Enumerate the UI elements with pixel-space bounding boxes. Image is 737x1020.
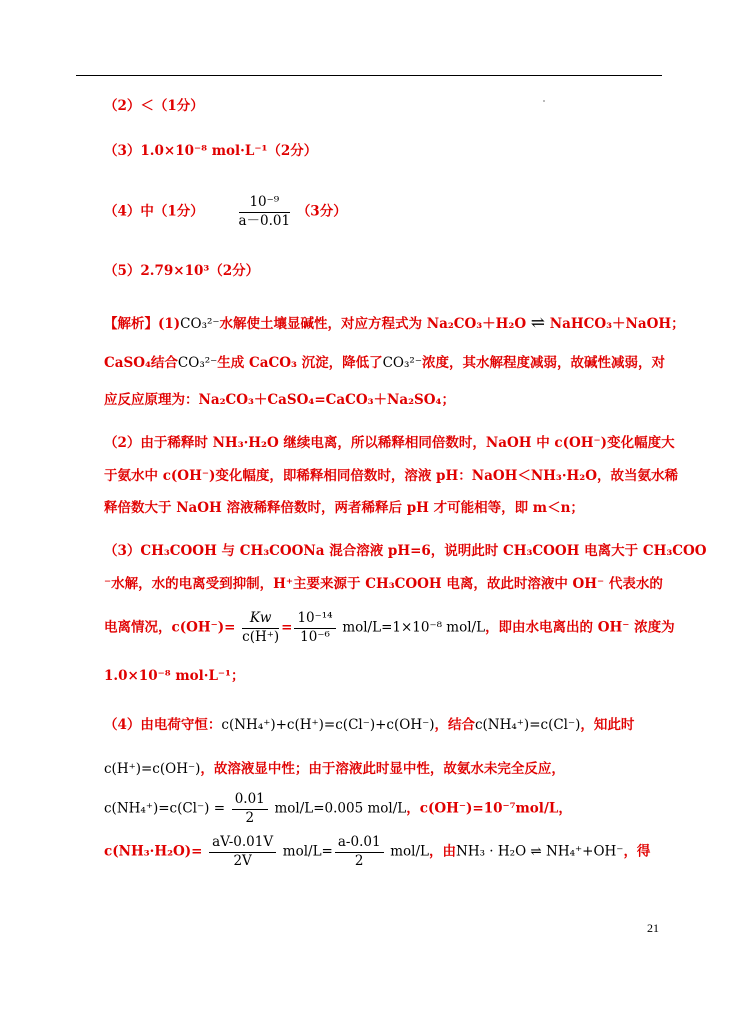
analysis-p2-l3: 释倍数大于 NaOH 溶液稀释倍数时，两者稀释后 pH 才可能相等，即 m＜n； [104, 500, 584, 516]
analysis-p3-l2: ⁻水解，水的电离受到抑制，H⁺主要来源于 CH₃COOH 电离，故此时溶液中 OH⁻ 代表水的 [104, 576, 663, 592]
speck [543, 100, 545, 102]
answer-2: （2）＜（1分） [104, 98, 204, 114]
analysis-p3-l1: （3）CH₃COOH 与 CH₃COONa 混合溶液 pH=6，说明此时 CH₃COOH 电离大于 CH₃COO [104, 543, 707, 559]
analysis-p2-l2: 于氨水中 c(OH⁻)变化幅度，即稀释相同倍数时，溶液 pH：NaOH＜NH₃·H₂O，故当氨水稀 [104, 468, 678, 484]
analysis-p3-l4: 1.0×10⁻⁸ mol·L⁻¹； [104, 668, 245, 684]
analysis-p1-l3: 应反应原理为：Na₂CO₃＋CaSO₄=CaCO₃＋Na₂SO₄； [104, 392, 455, 408]
analysis-p3-l3: 电离情况，c(OH⁻)= $\frac{Kw}{c(H^+)}$ = $\frac{\text{10⁻¹⁴}}{\text{10⁻⁶}}$ mol/L=1×10⁻⁸ mol/L，即由水电离出的 OH⁻ 浓度为 [104, 610, 675, 645]
page-number: 21 [647, 921, 659, 935]
analysis-p4-l3: c(NH₄⁺)=c(Cl⁻) = $\frac{0.01}{2}$ mol/L=0.005 mol/L，c(OH⁻)=10⁻⁷mol/L， [104, 791, 572, 826]
analysis-p4-l2: c(H⁺)=c(OH⁻)，故溶液显中性；由于溶液此时显中性，故氨水未完全反应， [104, 761, 565, 777]
header-rule [76, 75, 662, 76]
analysis-p4-l4: c(NH₃·H₂O)= $\frac{aV-0.01V}{2V}$ mol/L= $\frac{a-0.01}{2}$ mol/L，由NH₃ · H₂O ⇌ NH₄⁺+OH⁻，得 [104, 834, 651, 869]
answer-4: （4）中（1分） $\frac{\text{10⁻⁹}}{a-0.01}$ （3分） [104, 194, 347, 229]
answer-5: （5）2.79×10³（2分） [104, 263, 260, 279]
analysis-p1-l1: 【解析】(1)CO₃²⁻水解使土壤显碱性，对应方程式为 Na₂CO₃＋H₂O ⇌ NaHCO₃＋NaOH； [104, 313, 685, 333]
a4-numerator: 10⁻⁹ [239, 196, 291, 213]
answer-3: （3）1.0×10⁻⁸ mol·L⁻¹（2分） [104, 143, 318, 159]
a4-denominator: a－0.01 [238, 212, 291, 229]
analysis-p4-l1: （4）由电荷守恒：c(NH₄⁺)+c(H⁺)=c(Cl⁻)+c(OH⁻)，结合c(NH₄⁺)=c(Cl⁻)，知此时 [104, 717, 635, 733]
analysis-p2-l1: （2）由于稀释时 NH₃·H₂O 继续电离，所以稀释相同倍数时，NaOH 中 c(OH⁻)变化幅度大 [104, 435, 675, 451]
equilibrium-arrow: ⇌ [530, 313, 546, 333]
analysis-p1-l2: CaSO₄结合CO₃²⁻生成 CaCO₃ 沉淀，降低了CO₃²⁻浓度，其水解程度减弱，故碱性减弱，对 [104, 355, 665, 371]
